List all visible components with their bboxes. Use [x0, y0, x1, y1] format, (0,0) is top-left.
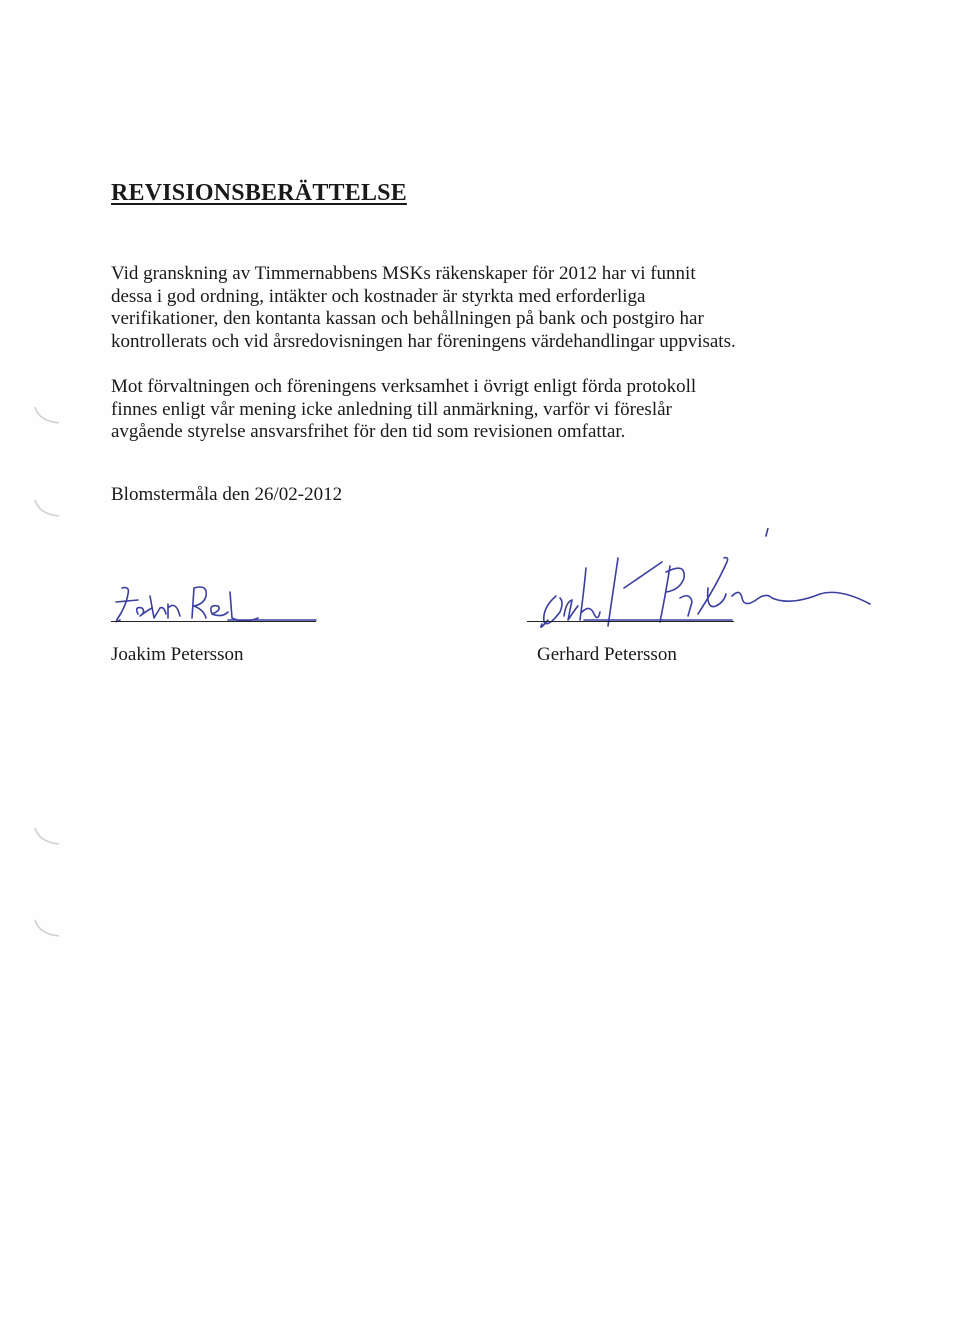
- paragraph-line: Mot förvaltningen och föreningens verksamhet i övrigt enligt förda protokoll: [111, 376, 697, 397]
- signatory-name: Joakim Petersson: [111, 644, 244, 665]
- punch-hole-mark: [33, 918, 61, 938]
- paragraph-discharge: [111, 376, 831, 444]
- punch-hole-mark: [33, 498, 61, 518]
- signatory-name: Gerhard Petersson: [537, 644, 677, 665]
- signature-line: [111, 621, 316, 622]
- paragraph-line: Vid granskning av Timmernabbens MSKs räkenskaper för 2012 har vi funnit: [111, 263, 696, 284]
- paragraph-accounts: [111, 263, 831, 353]
- paragraph-line: dessa i god ordning, intäkter och kostnader är styrkta med erforderliga: [111, 285, 646, 307]
- paragraph-line: verifikationer, den kontanta kassan och behållningen på bank och postgiro har: [111, 308, 704, 329]
- signature-gerhard-petersson: [520, 528, 880, 648]
- place-and-date: Blomstermåla den 26/02-2012: [111, 484, 343, 505]
- punch-hole-mark: [33, 826, 61, 846]
- signature-line: [527, 621, 734, 622]
- paragraph-line: avgående styrelse ansvarsfrihet för den tid som revisionen omfattar.: [111, 421, 626, 442]
- signature-joakim-petersson: [108, 580, 318, 640]
- document-title: REVISIONSBERÄTTELSE: [111, 180, 407, 206]
- paragraph-line: finnes enligt vår mening icke anledning till anmärkning, varför vi föreslår: [111, 398, 672, 420]
- paragraph-line: kontrollerats och vid årsredovisningen har föreningens värdehandlingar uppvisats.: [111, 330, 736, 352]
- punch-hole-mark: [33, 405, 61, 425]
